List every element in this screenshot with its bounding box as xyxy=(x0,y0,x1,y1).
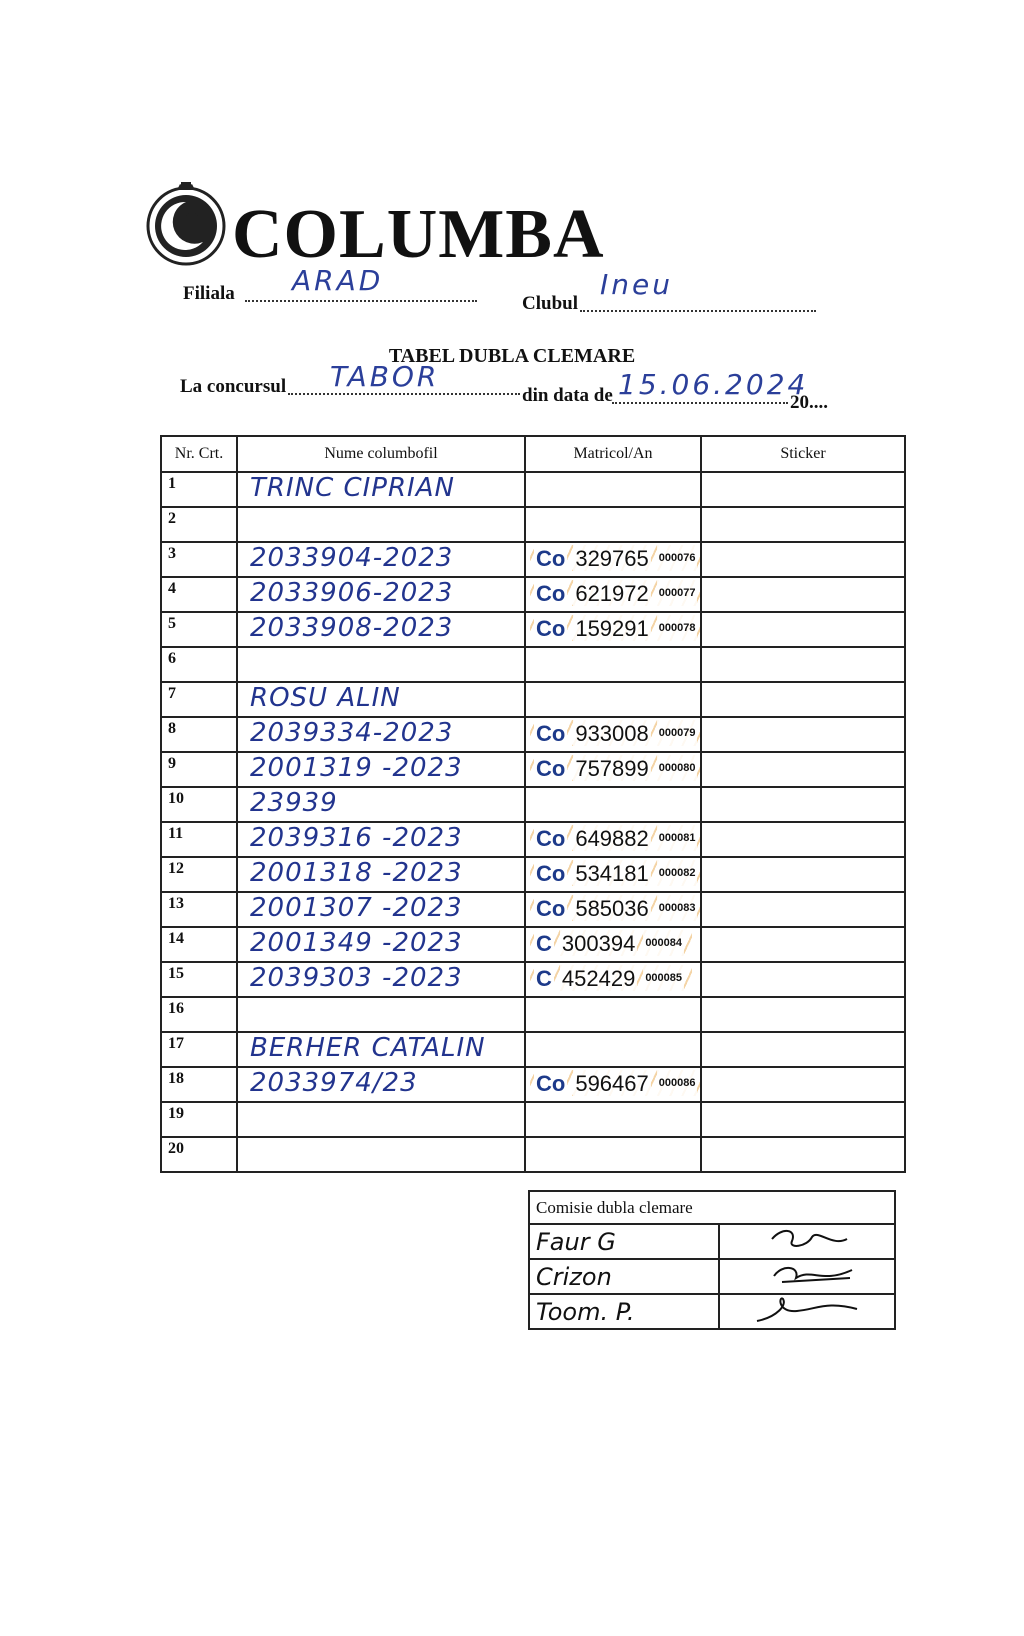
table-row xyxy=(161,962,905,997)
document-title: TABEL DUBLA CLEMARE xyxy=(388,345,636,367)
sticker-code: 757899 xyxy=(575,755,649,781)
sticker-cell xyxy=(701,542,905,577)
row-number: 1 xyxy=(161,472,237,507)
ring-sticker xyxy=(530,545,701,571)
table-row xyxy=(161,997,905,1032)
signature xyxy=(719,1224,895,1259)
concurs-value: TABOR xyxy=(330,360,440,393)
row-number: 12 xyxy=(161,857,237,892)
row-number: 13 xyxy=(161,892,237,927)
fancier-name-cell: 2001318 -2023 xyxy=(237,857,525,892)
commission-title: Comisie dubla clemare xyxy=(529,1191,895,1224)
filiala-label: Filiala xyxy=(183,283,235,304)
sticker-cell xyxy=(701,577,905,612)
row-number: 6 xyxy=(161,647,237,682)
matricol-cell xyxy=(525,647,701,682)
fancier-name-cell: 23939 xyxy=(237,787,525,822)
table-row xyxy=(161,1137,905,1172)
sticker-cell xyxy=(701,1102,905,1137)
matricol-cell xyxy=(525,822,701,857)
fancier-name-cell: BERHER CATALIN xyxy=(237,1032,525,1067)
sticker-code: 621972 xyxy=(575,580,649,606)
year-suffix: 20.... xyxy=(790,392,828,413)
sticker-code: 534181 xyxy=(575,860,649,886)
ring-sticker xyxy=(530,720,701,746)
matricol-cell xyxy=(525,752,701,787)
sticker-prefix: Co xyxy=(536,1070,566,1096)
table-row xyxy=(161,857,905,892)
commission-row xyxy=(529,1294,895,1329)
matricol-cell xyxy=(525,892,701,927)
columba-logo-emblem xyxy=(143,180,229,266)
sticker-cell xyxy=(701,787,905,822)
sticker-prefix: Co xyxy=(536,860,566,886)
table-row xyxy=(161,647,905,682)
sticker-cell xyxy=(701,717,905,752)
ring-sticker xyxy=(530,615,701,641)
sticker-serial: 000076 xyxy=(657,544,698,573)
sticker-code: 329765 xyxy=(575,545,649,571)
table-row xyxy=(161,612,905,647)
ring-sticker xyxy=(530,930,692,956)
sticker-serial: 000077 xyxy=(657,579,698,608)
sticker-serial: 000083 xyxy=(657,894,698,923)
table-row xyxy=(161,682,905,717)
sticker-cell xyxy=(701,752,905,787)
fancier-name-cell: 2039303 -2023 xyxy=(237,962,525,997)
row-number: 8 xyxy=(161,717,237,752)
sticker-serial: 000080 xyxy=(657,754,698,783)
signature-mark xyxy=(752,1260,862,1288)
date-dotted-line xyxy=(612,402,788,404)
ring-sticker xyxy=(530,825,701,851)
sticker-cell xyxy=(701,507,905,542)
sticker-cell xyxy=(701,1137,905,1172)
matricol-cell xyxy=(525,542,701,577)
row-number: 20 xyxy=(161,1137,237,1172)
fancier-name-cell: 2033906-2023 xyxy=(237,577,525,612)
sticker-code: 649882 xyxy=(575,825,649,851)
row-number: 9 xyxy=(161,752,237,787)
col-header-sticker: Sticker xyxy=(701,436,905,472)
signature xyxy=(719,1294,895,1329)
sticker-cell xyxy=(701,962,905,997)
sticker-code: 596467 xyxy=(575,1070,649,1096)
col-header-name: Nume columbofil xyxy=(237,436,525,472)
row-number: 7 xyxy=(161,682,237,717)
row-number: 5 xyxy=(161,612,237,647)
fancier-name-cell xyxy=(237,997,525,1032)
sticker-serial: 000079 xyxy=(657,719,698,748)
table-row xyxy=(161,822,905,857)
fancier-name-cell xyxy=(237,1137,525,1172)
sticker-serial: 000081 xyxy=(657,824,698,853)
matricol-cell xyxy=(525,682,701,717)
ring-sticker xyxy=(530,860,701,886)
row-number: 14 xyxy=(161,927,237,962)
fancier-name-cell: 2001349 -2023 xyxy=(237,927,525,962)
table-header-row xyxy=(161,436,905,472)
sticker-serial: 000082 xyxy=(657,859,698,888)
ring-sticker xyxy=(530,755,701,781)
row-number: 2 xyxy=(161,507,237,542)
date-label: din data de xyxy=(522,385,613,406)
fancier-name-cell: 2033908-2023 xyxy=(237,612,525,647)
col-header-nr: Nr. Crt. xyxy=(161,436,237,472)
row-number: 15 xyxy=(161,962,237,997)
fancier-name-cell xyxy=(237,647,525,682)
matricol-cell xyxy=(525,1102,701,1137)
table-row xyxy=(161,1102,905,1137)
row-number: 19 xyxy=(161,1102,237,1137)
sticker-cell xyxy=(701,1067,905,1102)
matricol-cell xyxy=(525,927,701,962)
sticker-cell xyxy=(701,892,905,927)
sticker-serial: 000078 xyxy=(657,614,698,643)
matricol-cell xyxy=(525,787,701,822)
matricol-cell xyxy=(525,717,701,752)
fancier-name-cell: 2001307 -2023 xyxy=(237,892,525,927)
sticker-prefix: Co xyxy=(536,615,566,641)
fancier-name-cell xyxy=(237,1102,525,1137)
table-row xyxy=(161,472,905,507)
sticker-cell xyxy=(701,927,905,962)
sticker-code: 933008 xyxy=(575,720,649,746)
matricol-cell xyxy=(525,577,701,612)
sticker-code: 300394 xyxy=(561,930,636,956)
ring-sticker xyxy=(530,965,692,991)
table-row xyxy=(161,892,905,927)
double-clamp-table xyxy=(160,435,906,1173)
sticker-serial: 000085 xyxy=(643,964,684,993)
matricol-cell xyxy=(525,472,701,507)
row-number: 17 xyxy=(161,1032,237,1067)
fancier-name-cell: 2039334-2023 xyxy=(237,717,525,752)
table-row xyxy=(161,752,905,787)
matricol-cell xyxy=(525,1137,701,1172)
clubul-dotted-line xyxy=(580,310,816,312)
ring-sticker xyxy=(530,580,701,606)
fancier-name-cell: TRINC CIPRIAN xyxy=(237,472,525,507)
sticker-prefix: C xyxy=(536,965,552,991)
matricol-cell xyxy=(525,857,701,892)
fancier-name-cell: 2001319 -2023 xyxy=(237,752,525,787)
matricol-cell xyxy=(525,612,701,647)
sticker-prefix: C xyxy=(536,930,552,956)
table-row xyxy=(161,927,905,962)
matricol-cell xyxy=(525,1067,701,1102)
clubul-value: Ineu xyxy=(600,268,673,301)
commission-member: Faur G xyxy=(529,1224,719,1259)
fancier-name-cell: 2033904-2023 xyxy=(237,542,525,577)
sticker-prefix: Co xyxy=(536,825,566,851)
sticker-cell xyxy=(701,822,905,857)
fancier-name-cell xyxy=(237,507,525,542)
sticker-prefix: Co xyxy=(536,755,566,781)
matricol-cell xyxy=(525,1032,701,1067)
sticker-prefix: Co xyxy=(536,580,566,606)
col-header-matricol: Matricol/An xyxy=(525,436,701,472)
filiala-value: ARAD xyxy=(292,264,384,297)
concurs-dotted-line xyxy=(288,393,520,395)
sticker-code: 159291 xyxy=(575,615,649,641)
matricol-cell xyxy=(525,962,701,997)
commission-table xyxy=(528,1190,896,1330)
sticker-cell xyxy=(701,1032,905,1067)
date-value: 15.06.2024 xyxy=(618,368,809,401)
clubul-label: Clubul xyxy=(522,293,578,314)
sticker-cell xyxy=(701,472,905,507)
signature-mark xyxy=(752,1225,862,1253)
sticker-serial: 000086 xyxy=(657,1069,698,1098)
table-row xyxy=(161,717,905,752)
table-row xyxy=(161,542,905,577)
table-row xyxy=(161,507,905,542)
fancier-name-cell: 2033974/23 xyxy=(237,1067,525,1102)
sticker-serial: 000084 xyxy=(643,929,684,958)
ring-sticker xyxy=(530,895,701,921)
brand-name: COLUMBA xyxy=(232,196,605,273)
table-row xyxy=(161,787,905,822)
sticker-cell xyxy=(701,857,905,892)
signature xyxy=(719,1259,895,1294)
row-number: 4 xyxy=(161,577,237,612)
table-row xyxy=(161,1032,905,1067)
table-row xyxy=(161,577,905,612)
ring-sticker xyxy=(530,1070,701,1096)
matricol-cell xyxy=(525,507,701,542)
commission-row xyxy=(529,1224,895,1259)
row-number: 3 xyxy=(161,542,237,577)
filiala-dotted-line xyxy=(245,300,477,302)
sticker-prefix: Co xyxy=(536,720,566,746)
sticker-prefix: Co xyxy=(536,545,566,571)
signature-mark xyxy=(747,1295,867,1323)
sticker-code: 585036 xyxy=(575,895,649,921)
fancier-name-cell: ROSU ALIN xyxy=(237,682,525,717)
table-row xyxy=(161,1067,905,1102)
commission-member: Toom. P. xyxy=(529,1294,719,1329)
sticker-cell xyxy=(701,682,905,717)
row-number: 11 xyxy=(161,822,237,857)
matricol-cell xyxy=(525,997,701,1032)
sticker-cell xyxy=(701,647,905,682)
sticker-prefix: Co xyxy=(536,895,566,921)
sticker-cell xyxy=(701,997,905,1032)
sticker-cell xyxy=(701,612,905,647)
commission-row xyxy=(529,1259,895,1294)
commission-member: Crizon xyxy=(529,1259,719,1294)
row-number: 16 xyxy=(161,997,237,1032)
row-number: 10 xyxy=(161,787,237,822)
concurs-label: La concursul xyxy=(180,376,287,397)
fancier-name-cell: 2039316 -2023 xyxy=(237,822,525,857)
row-number: 18 xyxy=(161,1067,237,1102)
sticker-code: 452429 xyxy=(561,965,636,991)
